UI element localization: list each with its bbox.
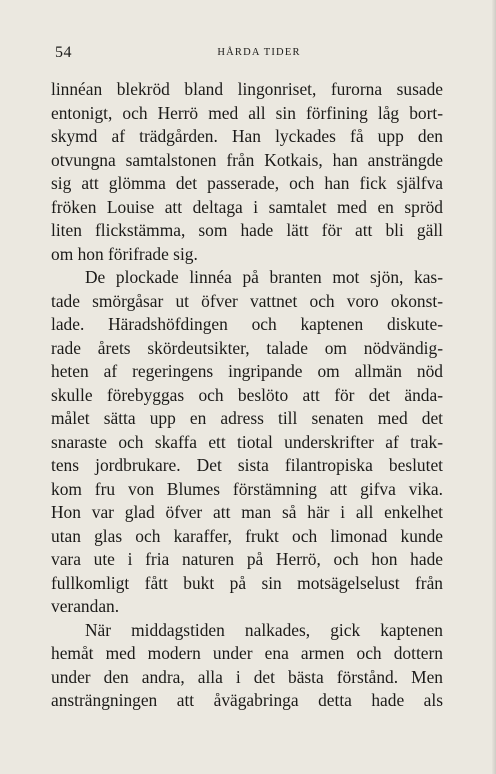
text-line: heten af regeringens ingripande om allmän nöd: [51, 361, 443, 381]
text-line: skymd af trädgården. Han lyckades få upp den: [51, 126, 443, 146]
paragraph-2: [51, 266, 443, 619]
text-line: vara ute i fria naturen på Herrö, och hon hade: [51, 549, 443, 569]
text-line: kom fru von Blumes förstämning att gifva vika.: [51, 478, 443, 499]
text-line: sig att glömma det passerade, och han fick själfva: [51, 173, 443, 193]
paragraph-3: [51, 619, 443, 713]
text-line: målet sätta upp en adress till senaten med det: [51, 408, 443, 428]
text-line: om hon förifrade sig.: [51, 243, 198, 264]
text-line: utan glas och karaffer, frukt och limonad kunde: [51, 525, 443, 546]
text-line: tade smörgåsar ut öfver vattnet och voro okonst-: [51, 290, 443, 311]
text-line: De plockade linnéa på branten mot sjön, kas-: [85, 267, 443, 287]
text-line: entonigt, och Herrö med all sin förfining låg bort-: [51, 102, 443, 123]
text-line: Hon var glad öfver att man så här i all enkelhet: [51, 502, 443, 522]
text-line: hemåt med modern under ena armen och dottern: [51, 643, 443, 663]
text-line: liten flickstämma, som hade lätt för att bli gäll: [51, 220, 443, 240]
text-line: tens jordbrukare. Det sista filantropiska beslutet: [51, 455, 443, 475]
page-number: 54: [55, 44, 72, 61]
text-line: rade årets skördeutsikter, talade om nödvändig-: [51, 337, 443, 358]
body-text: [51, 78, 443, 713]
paragraph-1: [51, 78, 443, 266]
text-line: otvungna samtalstonen från Kotkais, han ansträngde: [51, 149, 443, 170]
text-line: verandan.: [51, 596, 120, 616]
text-line: ansträngningen att åvägabringa detta hade als: [51, 690, 443, 710]
running-head: HÅRDA TIDER: [217, 47, 301, 58]
text-line: lade. Häradshöfdingen och kaptenen diskute-: [51, 314, 443, 334]
text-line: under den andra, alla i det bästa förstånd. Men: [51, 666, 443, 687]
text-line: När middagstiden nalkades, gick kaptenen: [85, 619, 443, 640]
text-line: fullkomligt fått bukt på sin motsägelselust från: [51, 572, 443, 593]
text-line: linnéan blekröd bland lingonriset, furorna susade: [51, 79, 443, 99]
text-line: fröken Louise att deltaga i samtalet med en spröd: [51, 196, 443, 217]
text-line: skulle förebyggas och beslöto att för det ända-: [51, 384, 443, 405]
text-line: snaraste och skaffa ett tiotal underskrifter af trak-: [51, 431, 443, 452]
